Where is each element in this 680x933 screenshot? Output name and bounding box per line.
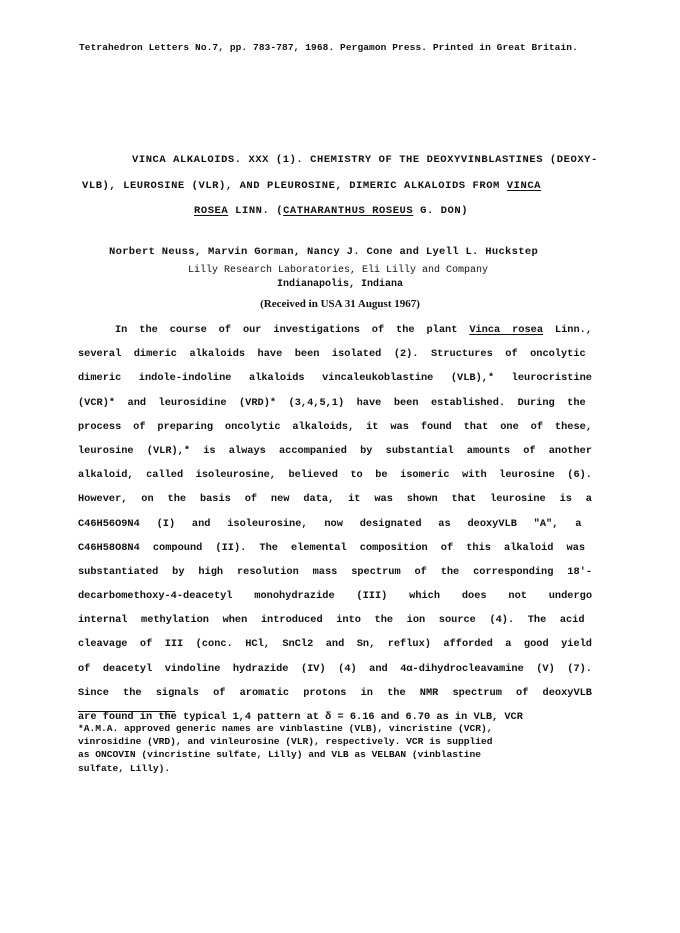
body-line: leurosine (VLR),* is always accompanied by substantial amounts of another xyxy=(78,444,592,457)
affiliation-line-2: Indianapolis, Indiana xyxy=(276,279,404,290)
body-line: decarbomethoxy-4-deacetyl monohydrazide (III) which does not undergo xyxy=(78,590,592,603)
footnote-line: vinrosidine (VRD), and vinleurosine (VLR), respectively. VCR is supplied xyxy=(78,736,493,748)
body-paragraph xyxy=(78,318,592,729)
body-line: However, on the basis of new data, it was shown that leurosine is a xyxy=(78,493,592,506)
body-line: Since the signals of aromatic protons in the NMR spectrum of deoxyVLB xyxy=(78,686,592,699)
footnote xyxy=(78,722,598,775)
body-line: C46H58O8N4 compound (II). The elemental composition of this alkaloid was xyxy=(78,541,586,554)
footnote-divider xyxy=(78,711,175,712)
title-line-1: VINCA ALKALOIDS. XXX (1). CHEMISTRY OF THE DEOXYVINBLASTINES (DEOXY- xyxy=(132,154,598,166)
footnote-line: sulfate, Lilly). xyxy=(78,762,171,774)
body-line: of deacetyl vindoline hydrazide (IV) (4) and 4α-dihydrocleavamine (V) (7). xyxy=(78,662,592,675)
title-line-2-text: VLB), LEUROSINE (VLR), AND PLEUROSINE, DIMERIC ALKALOIDS FROM xyxy=(82,180,507,192)
body-line: cleavage of III (conc. HCl, SnCl2 and Sn, reflux) afforded a good yield xyxy=(78,638,592,651)
title-line-3-end: G. DON) xyxy=(413,205,469,217)
body-line: process of preparing oncolytic alkaloids, it was found that one of these, xyxy=(78,420,592,433)
received-date: (Received in USA 31 August 1967) xyxy=(260,298,420,310)
body-line: C46H56O9N4 (I) and isoleurosine, now designated as deoxyVLB "A", a xyxy=(78,517,582,530)
body-line: substantiated by high resolution mass spectrum of the corresponding 18'- xyxy=(78,565,592,578)
title-line-2 xyxy=(82,180,541,192)
body-text-span: Linn., xyxy=(543,324,592,336)
body-line: (VCR)* and leurosidine (VRD)* (3,4,5,1) have been established. During the xyxy=(78,396,586,409)
body-line: alkaloid, called isoleurosine, believed to be isomeric with leurosine (6). xyxy=(78,469,592,482)
author-list: Norbert Neuss, Marvin Gorman, Nancy J. Cone and Lyell L. Huckstep xyxy=(109,246,539,258)
running-head: Tetrahedron Letters No.7, pp. 783-787, 1968. Pergamon Press. Printed in Great Britain. xyxy=(79,42,578,53)
body-text-span: In the course of our investigations of the plant xyxy=(115,324,470,336)
title-line-3 xyxy=(194,205,468,217)
body-line: are found in the typical 1,4 pattern at δ = 6.16 and 6.70 as in VLB, VCR xyxy=(78,711,523,723)
footnote-line: *A.M.A. approved generic names are vinblastine (VLB), vincristine (VCR), xyxy=(78,723,493,734)
vinca-rosea-underlined: Vinca rosea xyxy=(469,324,544,336)
body-line: internal methylation when introduced into the ion source (4). The acid xyxy=(78,614,585,627)
body-line: dimeric indole-indoline alkaloids vincaleukoblastine (VLB),* leurocristine xyxy=(78,372,592,385)
footnote-line: as ONCOVIN (vincristine sulfate, Lilly) and VLB as VELBAN (vinblastine xyxy=(78,749,482,761)
body-line xyxy=(78,318,592,342)
title-catharanthus-underlined: CATHARANTHUS ROSEUS xyxy=(283,205,414,217)
body-line: several dimeric alkaloids have been isolated (2). Structures of oncolytic xyxy=(78,348,586,361)
title-rosea-underlined: ROSEA xyxy=(194,205,229,217)
title-vinca-underlined: VINCA xyxy=(506,180,542,192)
affiliation-line-1: Lilly Research Laboratories, Eli Lilly and Company xyxy=(187,265,489,276)
title-line-3-mid: LINN. ( xyxy=(228,205,284,217)
